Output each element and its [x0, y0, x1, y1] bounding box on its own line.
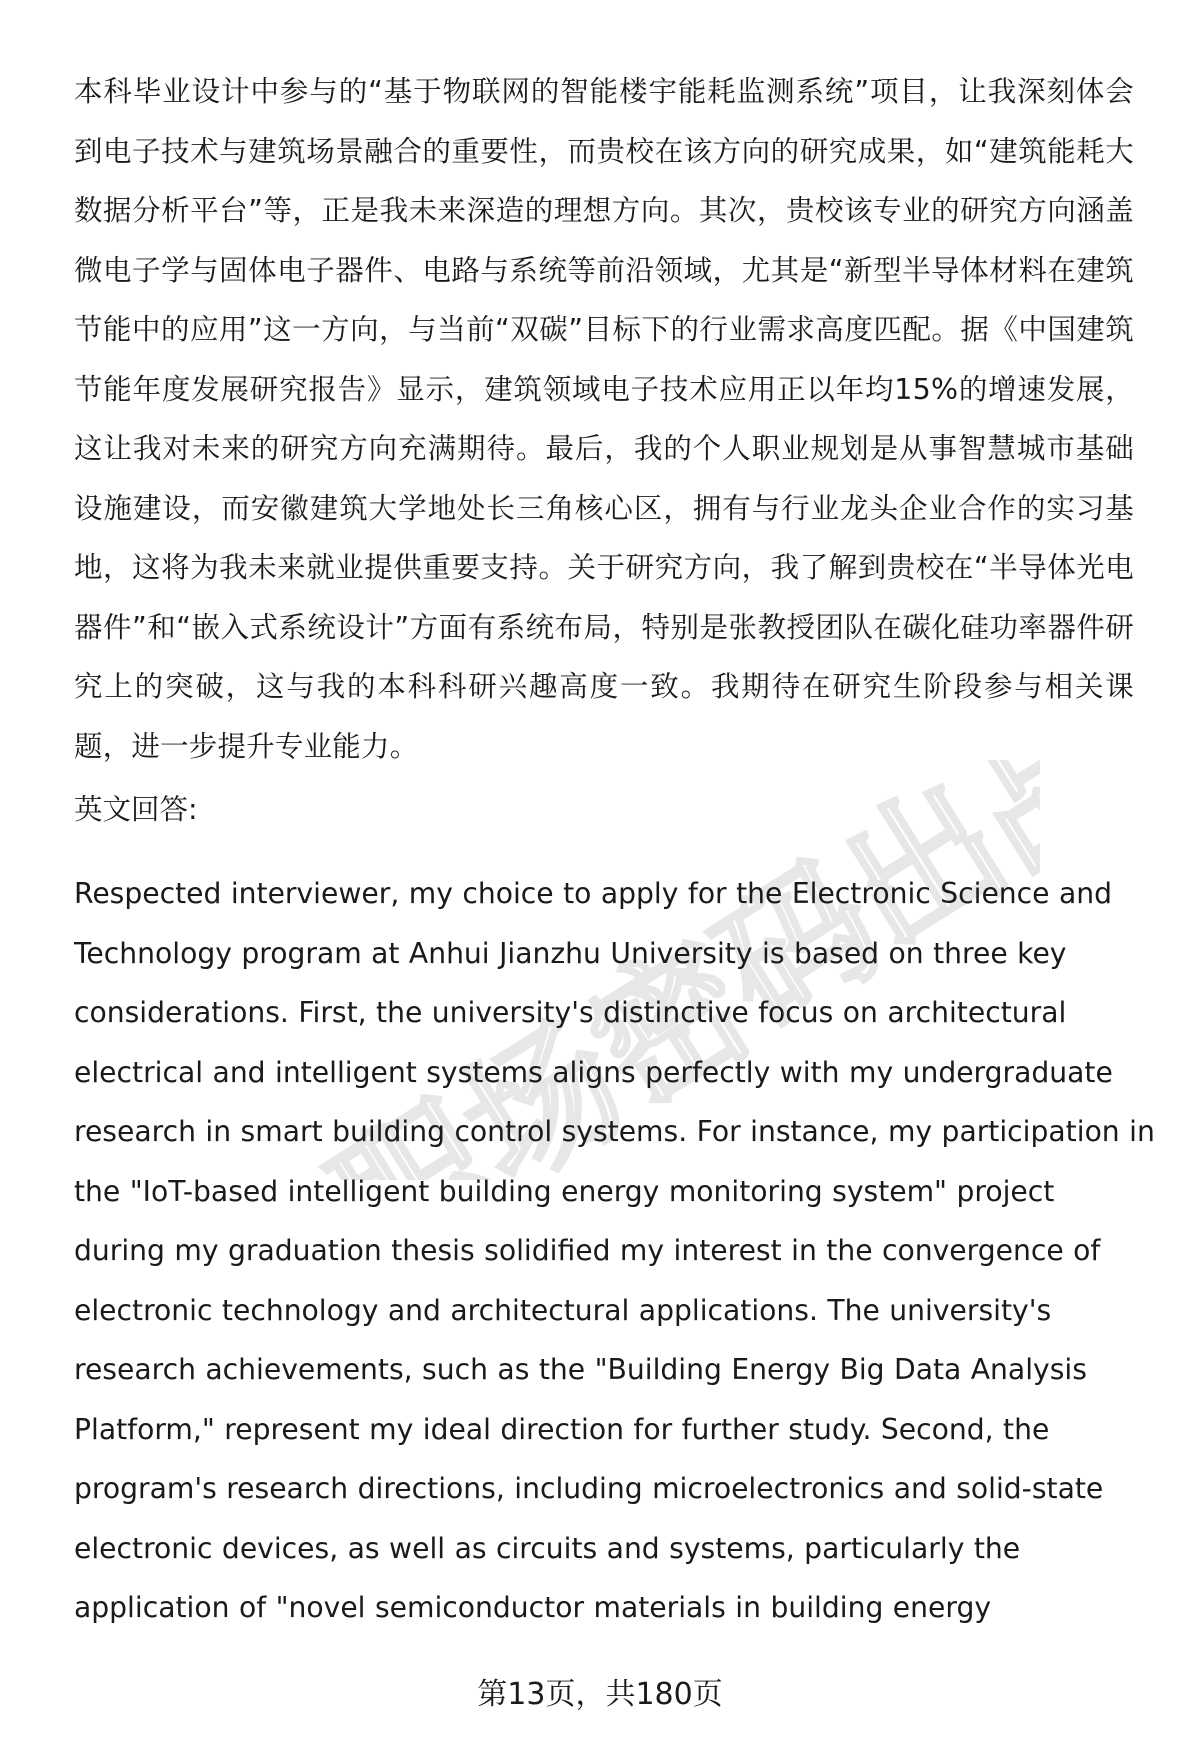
english-line: research in smart building control systems. For instance, my participation in — [74, 1115, 1155, 1148]
english-line: application of "novel semiconductor materials in building energy — [74, 1591, 992, 1624]
page-number-footer: 第13页，共180页 — [477, 1677, 723, 1712]
english-line: Respected interviewer, my choice to apply for the Electronic Science and — [74, 877, 1112, 910]
english-line: considerations. First, the university's distinctive focus on architectural — [74, 996, 1067, 1029]
english-line: Technology program at Anhui Jianzhu University is based on three key — [74, 936, 1067, 970]
english-line: during my graduation thesis solidified my interest in the convergence of — [74, 1234, 1101, 1267]
english-answer-label: 英文回答: — [74, 793, 198, 826]
english-line: Platform," represent my ideal direction for further study. Second, the — [74, 1412, 1050, 1446]
english-line: research achievements, such as the "Building Energy Big Data Analysis — [74, 1353, 1087, 1386]
chinese-paragraph: 本科毕业设计中参与的“基于物联网的智能楼宇能耗监测系统”项目，让我深刻体会到电子技术与建筑场景融合的重要性，而贵校在该方向的研究成果，如“建筑能耗大数据分析平台”等，正是我未来深造的理想方向。其次，贵校该专业的研究方向涵盖微电子学与固体电子器件、电路与系统等前沿领域，尤其是“新型半导体材料在建筑节能中的应用”这一方向，与当前“双碳”目标下的行业需求高度匹配。据《中国建筑节能年度发展研究报告》显示，建筑领域电子技术应用正以年均15%的增速发展，这让我对未来的研究方向充满期待。最后，我的个人职业规划是从事智慧城市基础设施建设，而安徽建筑大学地处长三角核心区，拥有与行业龙头企业合作的实习基地，这将为我未来就业提供重要支持。关于研究方向，我了解到贵校在“半导体光电器件”和“嵌入式系统设计”方面有系统布局，特别是张教授团队在碳化硅功率器件研究上的突破，这与我的本科科研兴趣高度一致。我期待在研究生阶段参与相关课题，进一步提升专业能力。 — [74, 75, 1134, 763]
english-line: program's research directions, including microelectronics and solid-state — [74, 1472, 1104, 1505]
english-line: electronic technology and architectural applications. The university's — [74, 1293, 1052, 1327]
english-line: the "IoT-based intelligent building energy monitoring system" project — [74, 1174, 1055, 1208]
english-line: electronic devices, as well as circuits and systems, particularly the — [74, 1531, 1021, 1565]
english-line: electrical and intelligent systems aligns perfectly with my undergraduate — [74, 1055, 1113, 1089]
watermark-text: 职场密码出品 — [306, 760, 1040, 1180]
english-paragraph — [74, 864, 1155, 1638]
